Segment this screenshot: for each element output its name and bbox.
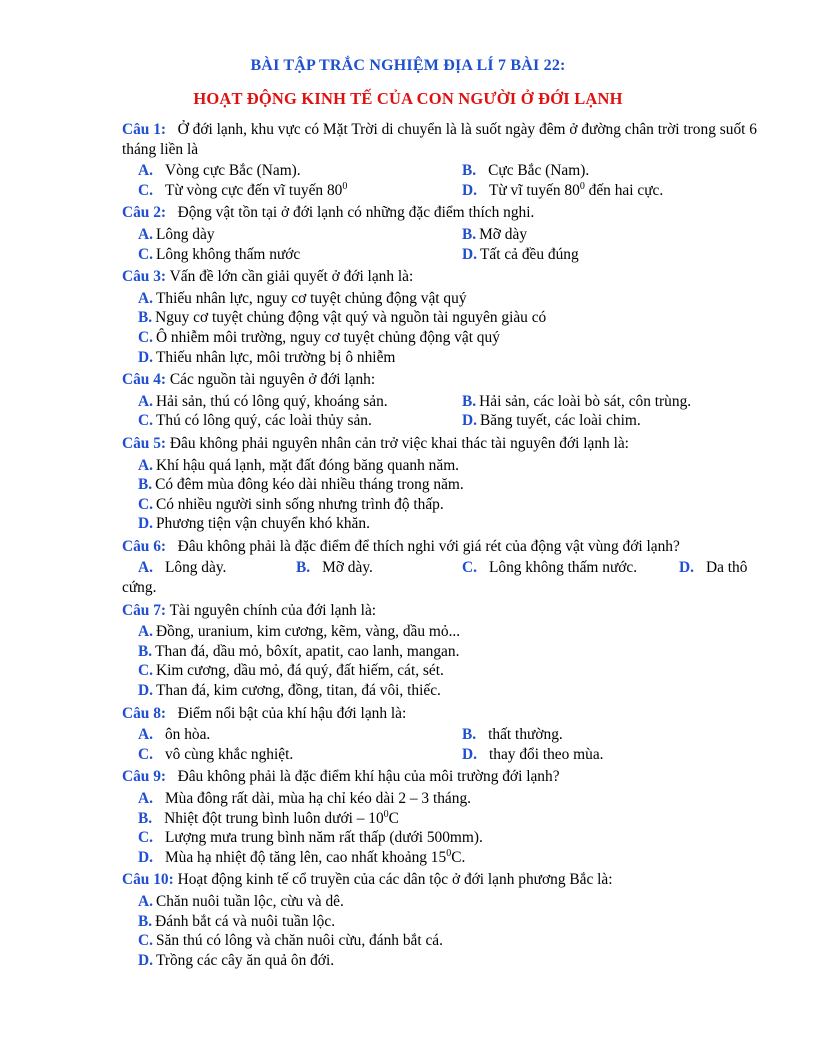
question-number: Câu 2: bbox=[122, 204, 167, 222]
option-label: D. bbox=[679, 559, 694, 577]
option-d bbox=[122, 848, 757, 868]
title-line-1: BÀI TẬP TRẮC NGHIỆM ĐỊA LÍ 7 BÀI 22: bbox=[250, 57, 566, 74]
option-text: Lượng mưa trung bình năm rất thấp (dưới 500mm). bbox=[164, 829, 483, 847]
option-label: A. bbox=[138, 559, 153, 577]
question-stem bbox=[122, 870, 757, 890]
option-text: Lông không thấm nước bbox=[155, 245, 301, 263]
question-number: Câu 1: bbox=[122, 121, 167, 138]
option-text: Săn thú có lông và chăn nuôi cừu, đánh bắt cá. bbox=[155, 932, 443, 950]
option-text: Trồng các cây ăn quả ôn đới. bbox=[155, 951, 335, 969]
option-b bbox=[122, 308, 757, 328]
question-3 bbox=[122, 267, 757, 287]
question-10 bbox=[122, 870, 757, 890]
option-label: D. bbox=[138, 951, 153, 969]
option-label: B. bbox=[138, 642, 153, 660]
option-text: Băng tuyết, các loài chim. bbox=[479, 412, 641, 430]
option-a bbox=[138, 225, 462, 245]
option-a bbox=[122, 456, 757, 476]
question-text: Hoạt động kinh tế cổ truyền của các dân tộc ở đới lạnh phương Bắc là: bbox=[177, 871, 613, 889]
question-stem bbox=[122, 767, 757, 787]
question-number: Câu 3: bbox=[122, 268, 167, 286]
option-d bbox=[462, 245, 579, 265]
option-text: Đồng, uranium, kim cương, kẽm, vàng, dầu mỏ... bbox=[155, 623, 461, 641]
option-b bbox=[122, 912, 757, 932]
option-c bbox=[122, 828, 757, 848]
option-label: A. bbox=[138, 790, 153, 807]
question-number: Câu 8: bbox=[122, 704, 167, 722]
option-text: Vòng cực Bắc (Nam). bbox=[164, 162, 301, 180]
superscript: 0 bbox=[579, 180, 585, 192]
option-b bbox=[462, 225, 527, 245]
option-label: C. bbox=[138, 495, 153, 513]
option-a bbox=[122, 289, 757, 309]
option-text: Đánh bắt cá và nuôi tuần lộc. bbox=[155, 912, 336, 930]
option-d bbox=[122, 681, 757, 701]
options-4 bbox=[122, 392, 757, 431]
option-text: ôn hòa. bbox=[164, 726, 211, 744]
options-10 bbox=[122, 892, 757, 970]
option-label: B. bbox=[138, 809, 153, 827]
options-2 bbox=[122, 225, 757, 264]
option-label: A. bbox=[138, 726, 153, 744]
option-label: A. bbox=[138, 162, 153, 180]
option-text: Hải sản, các loài bò sát, côn trùng. bbox=[479, 392, 692, 410]
option-a bbox=[122, 622, 757, 642]
option-text-suffix: C. bbox=[451, 848, 466, 866]
option-label: D. bbox=[462, 181, 477, 199]
options-6 bbox=[122, 558, 757, 597]
option-b bbox=[122, 642, 757, 662]
option-text: Lông dày bbox=[155, 225, 215, 243]
option-label: C. bbox=[138, 829, 153, 847]
question-1 bbox=[122, 120, 757, 159]
option-label: B. bbox=[296, 559, 311, 577]
superscript: 0 bbox=[446, 847, 452, 859]
question-number: Câu 7: bbox=[122, 601, 167, 619]
question-text: Đâu không phải là đặc điểm để thích nghi với giá rét của động vật vùng đới lạnh? bbox=[177, 537, 680, 555]
option-label: C. bbox=[138, 745, 153, 763]
question-text: Ở đới lạnh, khu vực có Mặt Trời di chuyển là là suốt ngày đêm ở đường chân trời trong suốt 6 tháng liền là bbox=[122, 121, 757, 158]
question-stem bbox=[122, 120, 757, 159]
option-text: Than đá, dầu mỏ, bôxít, apatit, cao lanh, mangan. bbox=[155, 642, 460, 660]
option-label: D. bbox=[138, 848, 153, 866]
option-d bbox=[122, 514, 757, 534]
option-c bbox=[138, 181, 462, 201]
option-label: B. bbox=[138, 476, 153, 494]
option-text: Thiếu nhân lực, nguy cơ tuyệt chủng động vật quý bbox=[155, 289, 467, 307]
option-text: Thiếu nhân lực, môi trường bị ô nhiễm bbox=[155, 348, 396, 366]
option-c bbox=[122, 328, 757, 348]
question-text: Tài nguyên chính của đới lạnh là: bbox=[169, 601, 377, 619]
question-7 bbox=[122, 601, 757, 621]
option-label: D. bbox=[138, 515, 153, 533]
option-text: vô cùng khắc nghiệt. bbox=[164, 745, 294, 763]
question-number: Câu 10: bbox=[122, 871, 174, 889]
question-number: Câu 4: bbox=[122, 371, 167, 389]
options-1 bbox=[122, 161, 757, 200]
question-list bbox=[122, 120, 757, 973]
superscript: 0 bbox=[383, 808, 389, 820]
option-b bbox=[122, 809, 757, 829]
option-c bbox=[138, 745, 462, 765]
option-label: D. bbox=[462, 412, 477, 430]
option-d bbox=[122, 951, 757, 971]
option-text: Có đêm mùa đông kéo dài nhiều tháng trong năm. bbox=[155, 476, 464, 494]
option-d bbox=[679, 558, 747, 578]
option-text: Mỡ dày bbox=[479, 225, 528, 243]
question-5 bbox=[122, 434, 757, 454]
option-text: Từ vĩ tuyến 80 bbox=[488, 181, 580, 199]
superscript: 0 bbox=[342, 180, 348, 192]
options-8 bbox=[122, 725, 757, 764]
option-label: B. bbox=[462, 225, 477, 243]
option-text: Từ vòng cực đến vĩ tuyến 80 bbox=[164, 181, 343, 199]
option-label: C. bbox=[138, 412, 153, 430]
option-b bbox=[462, 725, 563, 745]
question-number: Câu 5: bbox=[122, 434, 167, 452]
option-label: D. bbox=[462, 745, 477, 763]
option-text: Hải sản, thú có lông quý, khoáng sản. bbox=[155, 392, 388, 410]
option-c bbox=[122, 661, 757, 681]
option-label: D. bbox=[138, 348, 153, 366]
options-5 bbox=[122, 456, 757, 534]
option-label: C. bbox=[138, 328, 153, 346]
option-label: A. bbox=[138, 225, 153, 243]
option-label: C. bbox=[138, 932, 153, 950]
option-text: Nhiệt đột trung bình luôn dưới – 10 bbox=[164, 809, 384, 827]
option-text: Kim cương, dầu mỏ, đá quý, đất hiếm, cát, sét. bbox=[155, 662, 444, 680]
option-text: Chăn nuôi tuần lộc, cừu và dê. bbox=[155, 892, 344, 910]
option-c bbox=[122, 495, 757, 515]
option-c bbox=[462, 558, 679, 578]
option-d bbox=[462, 411, 641, 431]
question-8 bbox=[122, 704, 757, 724]
question-stem bbox=[122, 370, 757, 390]
question-6 bbox=[122, 537, 757, 557]
option-c bbox=[138, 245, 462, 265]
option-c bbox=[122, 931, 757, 951]
option-label: A. bbox=[138, 623, 153, 641]
option-label: B. bbox=[138, 912, 153, 930]
option-d-wrap: cứng. bbox=[122, 579, 157, 597]
option-b bbox=[122, 475, 757, 495]
option-text: Có nhiều người sinh sống nhưng trình độ thấp. bbox=[155, 495, 444, 513]
question-stem bbox=[122, 601, 757, 621]
option-b bbox=[462, 392, 691, 412]
option-d bbox=[462, 181, 663, 201]
option-text-suffix: đến hai cực. bbox=[584, 181, 664, 199]
option-label: D. bbox=[138, 682, 153, 700]
option-a bbox=[138, 558, 296, 578]
option-a bbox=[138, 392, 462, 412]
option-text: Nguy cơ tuyệt chủng động vật quý và nguồn tài nguyên giàu có bbox=[155, 309, 547, 327]
question-text: Động vật tồn tại ở đới lạnh có những đặc điểm thích nghi. bbox=[177, 204, 535, 222]
option-d bbox=[462, 745, 604, 765]
question-stem bbox=[122, 434, 757, 454]
option-text: Than đá, kim cương, đồng, titan, đá vôi, thiếc. bbox=[155, 682, 441, 700]
question-stem bbox=[122, 203, 757, 223]
option-a bbox=[122, 892, 757, 912]
option-label: A. bbox=[138, 289, 153, 307]
options-7 bbox=[122, 622, 757, 700]
option-b bbox=[296, 558, 462, 578]
question-stem bbox=[122, 537, 757, 557]
question-9 bbox=[122, 767, 757, 787]
question-number: Câu 9: bbox=[122, 768, 167, 786]
question-stem bbox=[122, 267, 757, 287]
option-text: Lông dày. bbox=[164, 559, 227, 577]
option-text: Mùa đông rất dài, mùa hạ chỉ kéo dài 2 – 3 tháng. bbox=[164, 790, 471, 807]
option-label: D. bbox=[462, 245, 477, 263]
option-label: A. bbox=[138, 892, 153, 910]
option-label: B. bbox=[138, 309, 153, 327]
option-label: B. bbox=[462, 392, 477, 410]
option-label: B. bbox=[462, 726, 477, 744]
option-text: Khí hậu quá lạnh, mặt đất đóng băng quanh năm. bbox=[155, 456, 460, 474]
question-text: Các nguồn tài nguyên ở đới lạnh: bbox=[169, 371, 376, 389]
question-number: Câu 6: bbox=[122, 537, 167, 555]
option-text: Mùa hạ nhiệt độ tăng lên, cao nhất khoảng 15 bbox=[164, 848, 447, 866]
option-text: Tất cả đều đúng bbox=[479, 245, 579, 263]
option-text-suffix: C bbox=[388, 809, 399, 827]
option-a bbox=[138, 161, 462, 181]
option-c bbox=[138, 411, 462, 431]
option-d bbox=[122, 348, 757, 368]
option-text: thay đổi theo mùa. bbox=[488, 745, 604, 763]
question-stem bbox=[122, 704, 757, 724]
option-label: B. bbox=[462, 162, 477, 180]
title-line-2: HOẠT ĐỘNG KINH TẾ CỦA CON NGƯỜI Ở ĐỚI LẠNH bbox=[193, 89, 623, 108]
option-label: C. bbox=[138, 662, 153, 680]
option-text: Mỡ dày. bbox=[322, 559, 373, 577]
question-4 bbox=[122, 370, 757, 390]
option-a bbox=[122, 789, 757, 809]
option-label: A. bbox=[138, 392, 153, 410]
question-text: Đâu không phải nguyên nhân cản trở việc khai thác tài nguyên đới lạnh là: bbox=[169, 434, 629, 452]
option-text: Cực Bắc (Nam). bbox=[488, 162, 590, 180]
option-b bbox=[462, 161, 589, 181]
option-label: A. bbox=[138, 456, 153, 474]
option-a bbox=[138, 725, 462, 745]
option-text: Ô nhiễm môi trường, nguy cơ tuyệt chủng động vật quý bbox=[155, 328, 500, 346]
options-9 bbox=[122, 789, 757, 867]
question-2 bbox=[122, 203, 757, 223]
option-text: Thú có lông quý, các loài thủy sản. bbox=[155, 412, 372, 430]
option-label: C. bbox=[138, 181, 153, 199]
option-text: Lông không thấm nước. bbox=[488, 559, 638, 577]
option-text: Da thô bbox=[705, 559, 748, 577]
question-text: Đâu không phải là đặc điểm khí hậu của môi trường đới lạnh? bbox=[177, 768, 560, 786]
question-text: Vấn đề lớn cần giải quyết ở đới lạnh là: bbox=[169, 268, 414, 286]
option-label: C. bbox=[138, 245, 153, 263]
option-text: thất thường. bbox=[488, 726, 563, 744]
question-text: Điểm nổi bật của khí hậu đới lạnh là: bbox=[177, 704, 407, 722]
option-label: C. bbox=[462, 559, 477, 577]
option-text: Phương tiện vận chuyển khó khăn. bbox=[155, 515, 370, 533]
options-3 bbox=[122, 289, 757, 367]
